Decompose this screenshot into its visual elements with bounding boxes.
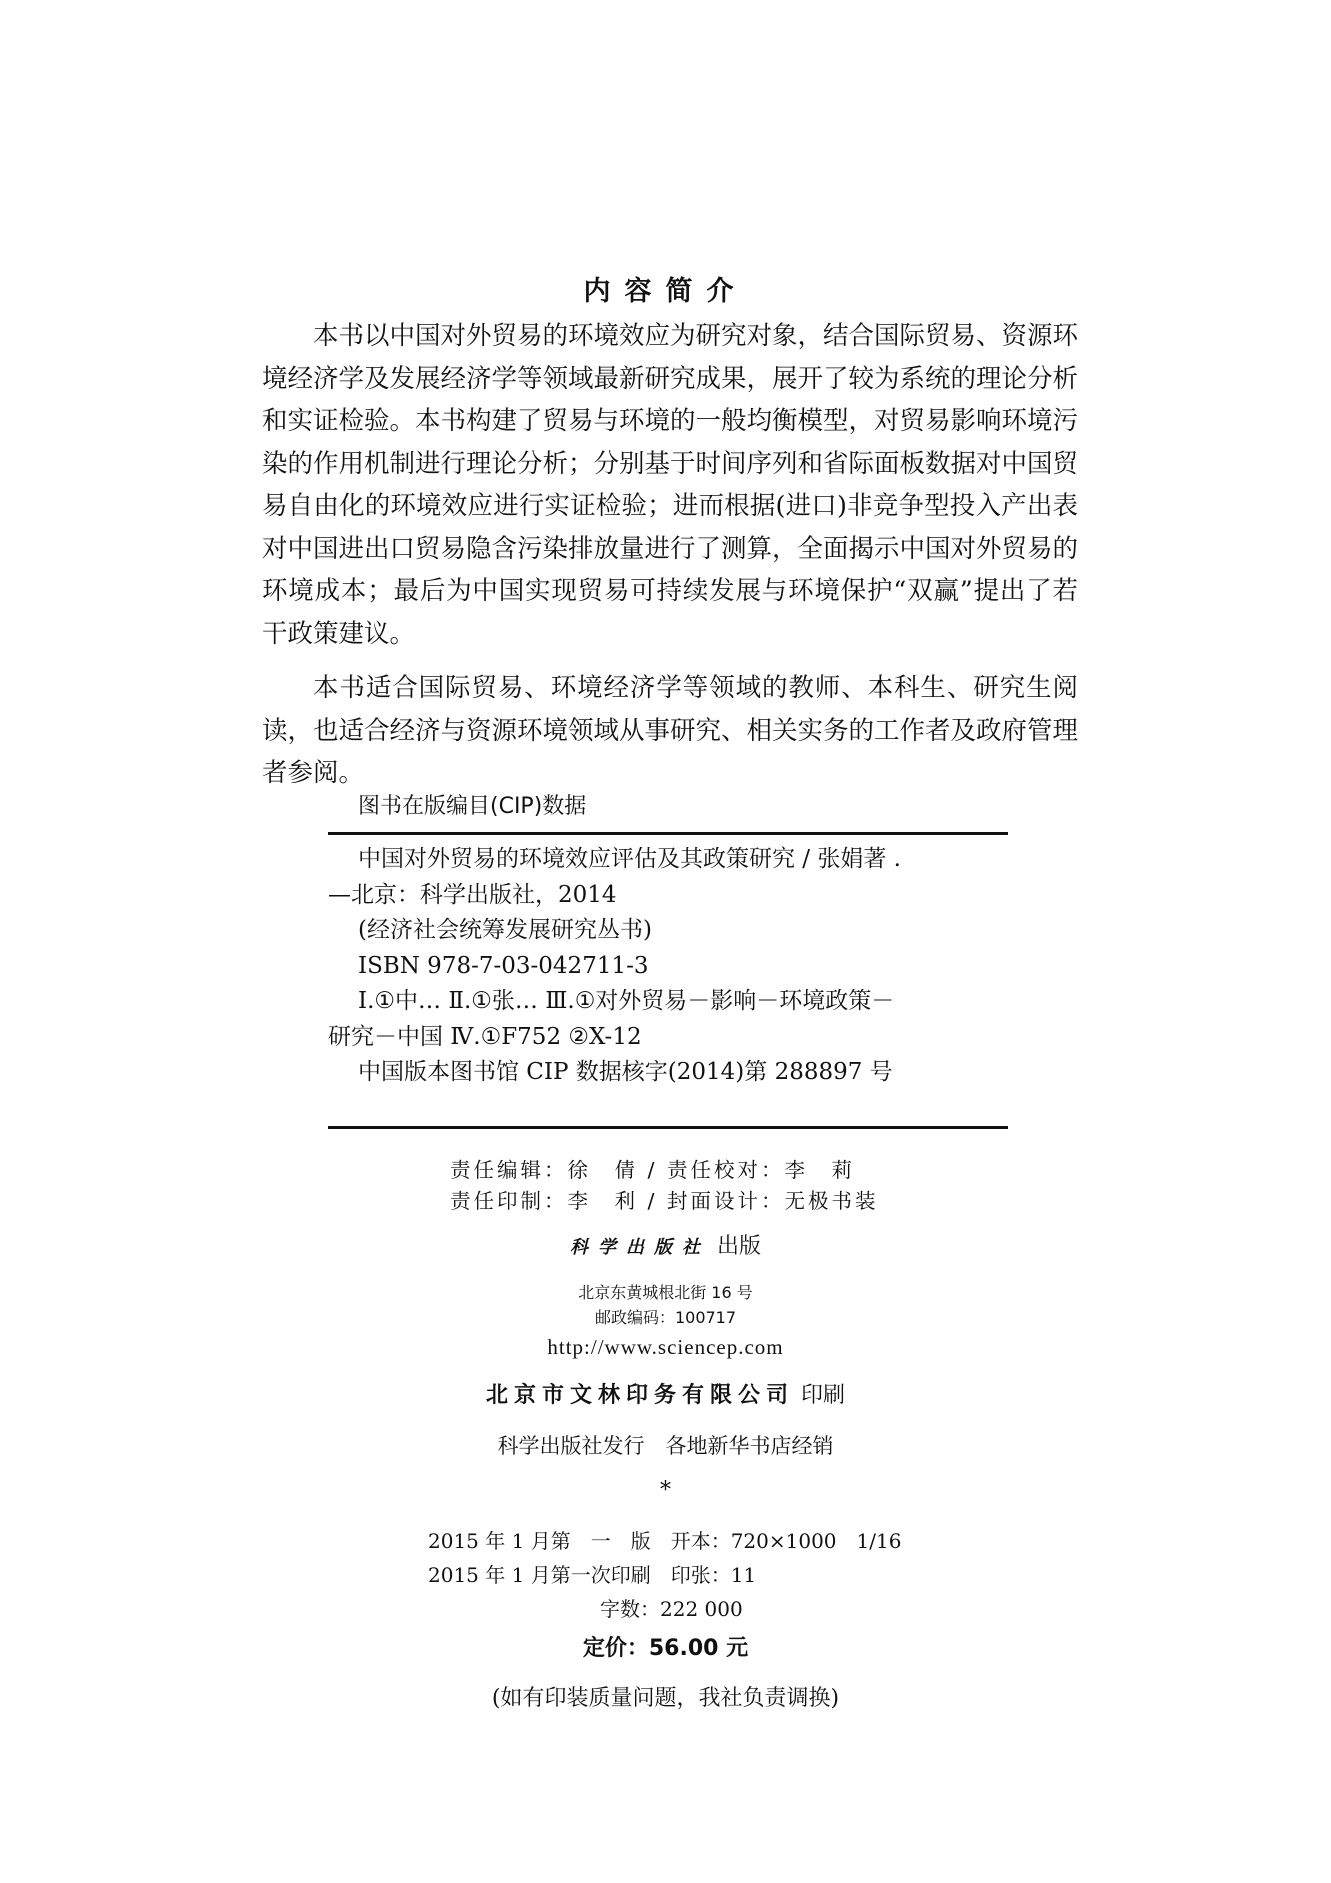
cip-line-title: 中国对外贸易的环境效应评估及其政策研究 / 张娟著 . — [358, 846, 901, 872]
printer-suffix: 印刷 — [801, 1383, 846, 1408]
quality-notice: (如有印装质量问题，我社负责调换) — [491, 1686, 840, 1711]
word-count: 字数：222 000 — [600, 1597, 743, 1621]
credits — [450, 1155, 878, 1217]
printer-line — [0, 1380, 1331, 1412]
intro-title: 内容简介 — [583, 276, 748, 307]
publisher-name: 科学出版社 — [569, 1237, 710, 1258]
separator-star: * — [660, 1478, 671, 1503]
cip-line-subjects-cont: 研究－中国 Ⅳ.①F752 ②X-12 — [328, 1023, 642, 1050]
cip-bottom-rule — [328, 1126, 1008, 1129]
cip-line-imprint: —北京：科学出版社，2014 — [328, 881, 617, 908]
intro-paragraph: 本书适合国际贸易、环境经济学等领域的教师、本科生、研究生阅读，也适合经济与资源环境领域从事研究、相关实务的工作者及政府管理者参阅。 — [262, 673, 1079, 788]
cip-line-registration: 中国版本图书馆 CIP 数据核字(2014)第 288897 号 — [358, 1059, 893, 1085]
printing-line: 2015 年 1 月第一次印刷 印张：11 — [428, 1563, 757, 1587]
publisher-postcode: 邮政编码：100717 — [594, 1308, 737, 1327]
printer-name: 北京市文林印务有限公司 — [485, 1383, 794, 1408]
publisher-suffix: 出版 — [716, 1234, 761, 1259]
cip-line-isbn: ISBN 978-7-03-042711-3 — [358, 952, 649, 979]
publisher-line — [0, 1232, 1331, 1263]
credits-line-editors: 责任编辑：徐 倩 / 责任校对：李 莉 — [450, 1158, 855, 1182]
cip-line-series: (经济社会统筹发展研究丛书) — [358, 917, 652, 943]
credits-line-production: 责任印制：李 利 / 封面设计：无极书装 — [450, 1189, 879, 1213]
intro-paragraph: 本书以中国对外贸易的环境效应为研究对象，结合国际贸易、资源环境经济学及发展经济学等领域最新研究成果，展开了较为系统的理论分析和实证检验。本书构建了贸易与环境的一般均衡模型，对贸易影响环境污染的作用机制进行理论分析；分别基于时间序列和省际面板数据对中国贸易自由化的环境效应进行实证检验；进而根据(进口)非竞争型投入产出表对中国进出口贸易隐含污染排放量进行了测算，全面揭示中国对外贸易的环境成本；最后为中国实现贸易可持续发展与环境保护“双赢”提出了若干政策建议。 — [262, 321, 1079, 649]
price: 定价：56.00 元 — [582, 1636, 749, 1661]
cip-line-subjects: Ⅰ.①中… Ⅱ.①张… Ⅲ.①对外贸易－影响－环境政策－ — [358, 988, 895, 1014]
publisher-address: 北京东黄城根北街 16 号 — [578, 1283, 753, 1302]
cip-record — [328, 842, 1008, 1091]
distribution-line: 科学出版社发行 各地新华书店经销 — [497, 1434, 834, 1458]
cip-heading: 图书在版编目(CIP)数据 — [358, 794, 587, 819]
publisher-website: http://www.sciencep.com — [547, 1335, 784, 1359]
intro-body — [262, 315, 1078, 795]
edition-line: 2015 年 1 月第 一 版 开本：720×1000 1/16 — [428, 1529, 902, 1553]
cip-top-rule — [328, 832, 1008, 835]
